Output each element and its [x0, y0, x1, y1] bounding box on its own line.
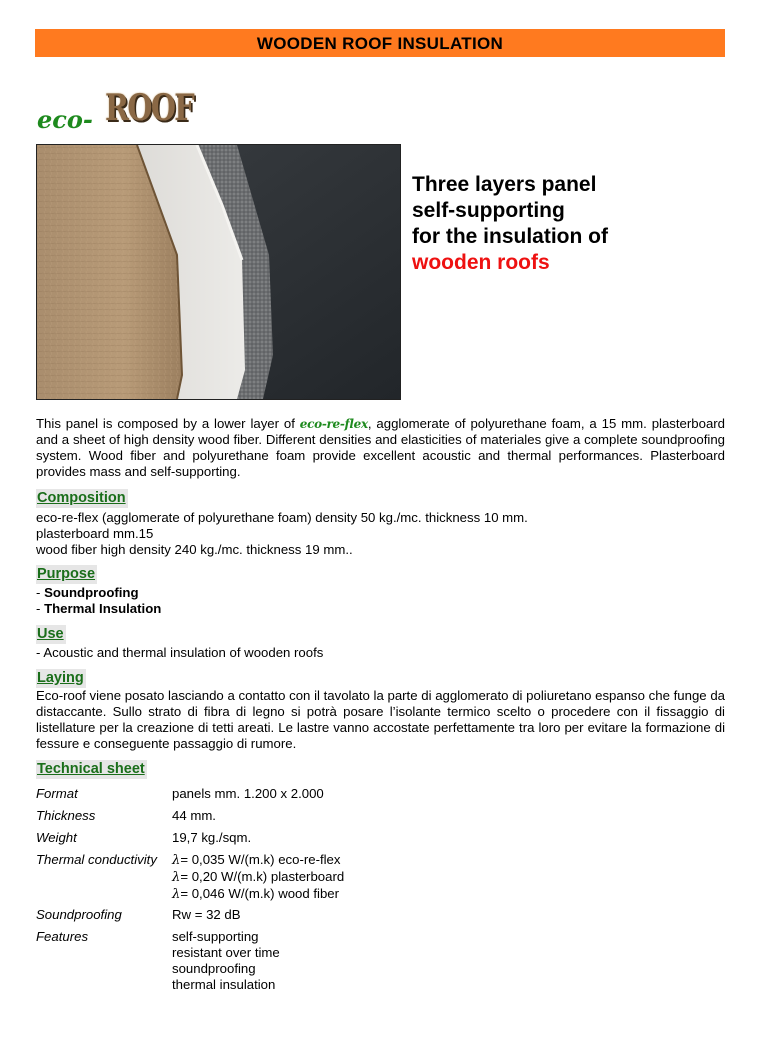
- intro-paragraph: [36, 416, 725, 480]
- spec-value: 19,7 kg./sqm.: [172, 830, 252, 845]
- composition-line: wood fiber high density 240 kg./mc. thickness 19 mm..: [36, 542, 353, 557]
- spec-value: [172, 852, 344, 903]
- feature-item: thermal insulation: [172, 977, 276, 992]
- laying-heading: Laying: [37, 670, 84, 686]
- technical-sheet-heading: Technical sheet: [37, 761, 145, 777]
- spec-value: Rw = 32 dB: [172, 907, 241, 922]
- intro-after: , agglomerate of polyurethane foam, a 15 mm. plasterboard and a sheet of high density wood fiber. Different densities and elasticities of materiales give a complete soundproofing system. Wood fiber and polyurethane foam provide excellent acoustic and thermal performances. Plasterboard provides mass and self-supporting.: [36, 416, 726, 479]
- logo-prefix: eco-: [37, 105, 93, 134]
- list-dash: -: [36, 601, 45, 616]
- headline-line-3: for the insulation of: [412, 225, 608, 248]
- spec-label: Weight: [36, 830, 77, 845]
- purpose-heading: Purpose: [37, 566, 96, 582]
- spec-label: Thermal conductivity: [36, 852, 157, 867]
- use-text: - Acoustic and thermal insulation of wooden roofs: [36, 645, 324, 660]
- thermal-value-line: [172, 869, 344, 886]
- logo-word: ROOF: [105, 87, 194, 129]
- use-heading: Use: [37, 626, 64, 642]
- spec-label: Features: [36, 929, 89, 944]
- composition-list: [36, 510, 725, 558]
- lambda-symbol: λ: [172, 870, 181, 885]
- spec-label: Thickness: [36, 808, 96, 823]
- list-dash: -: [36, 585, 45, 600]
- product-photo: [36, 144, 401, 400]
- feature-item: self-supporting: [172, 929, 259, 944]
- purpose-item: [36, 585, 725, 601]
- spec-label: Soundproofing: [36, 907, 122, 922]
- feature-item: soundproofing: [172, 961, 256, 976]
- laying-text: Eco-roof viene posato lasciando a contatto con il tavolato la parte di agglomerato di poliuretano espanso che funge da distaccante. Sullo strato di fibra di legno si potrà posare l’isolante termico scelto o procedere con il fissaggio di listellature per la creazione di tetti areati. Le lastre vanno accostate perfettamente tra loro per evitare la formazione di fessure e conseguente passaggio di rumore.: [36, 688, 725, 751]
- purpose-item-text: Soundproofing: [44, 585, 139, 600]
- thermal-value-line: [172, 852, 344, 869]
- headline-line-2: self-supporting: [412, 199, 565, 222]
- purpose-item-text: Thermal Insulation: [44, 601, 162, 616]
- thermal-value: = 0,046 W/(m.k) wood fiber: [180, 886, 340, 901]
- intro-brand: eco-re-flex: [299, 417, 368, 431]
- page-banner-title: WOODEN ROOF INSULATION: [35, 29, 725, 57]
- spec-value: 44 mm.: [172, 808, 216, 823]
- thermal-value: = 0,035 W/(m.k) eco-re-flex: [180, 852, 341, 867]
- product-headline: [412, 172, 608, 276]
- purpose-item: [36, 601, 725, 617]
- headline-line-1: Three layers panel: [412, 173, 597, 196]
- eco-roof-logo: [37, 85, 217, 135]
- purpose-list: [36, 585, 725, 617]
- spec-value: [172, 929, 280, 993]
- spec-label: Format: [36, 786, 78, 801]
- intro-before: This panel is composed by a lower layer of: [36, 416, 300, 431]
- lambda-symbol: λ: [172, 887, 181, 902]
- spec-value: panels mm. 1.200 x 2.000: [172, 786, 324, 801]
- feature-item: resistant over time: [172, 945, 280, 960]
- composition-heading: Composition: [37, 490, 126, 506]
- headline-line-4: wooden roofs: [412, 251, 550, 274]
- thermal-value-line: [172, 886, 344, 903]
- composition-line: eco-re-flex (agglomerate of polyurethane foam) density 50 kg./mc. thickness 10 mm.: [36, 510, 528, 525]
- panel-layers-illustration: [37, 145, 400, 399]
- composition-line: plasterboard mm.15: [36, 526, 154, 541]
- thermal-value: = 0,20 W/(m.k) plasterboard: [180, 869, 345, 884]
- lambda-symbol: λ: [172, 853, 181, 868]
